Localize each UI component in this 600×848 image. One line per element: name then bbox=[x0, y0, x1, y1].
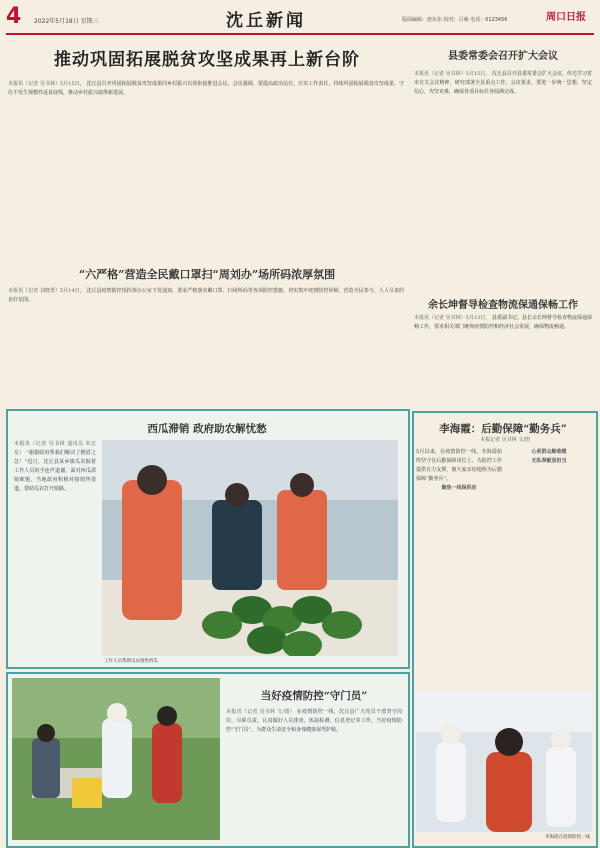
page-number: 4 bbox=[6, 4, 22, 29]
profile-subhead-2: 心系群众解难题 bbox=[531, 449, 567, 455]
profile-subhead-1: 聚焦一线保供应 bbox=[441, 485, 477, 491]
gatekeeper-scene-graphic bbox=[12, 678, 220, 840]
side-article-body bbox=[414, 70, 592, 290]
section-title: 沈丘新闻 bbox=[226, 11, 306, 31]
side-headline: 县委常委会召开扩大会议 bbox=[448, 51, 558, 62]
mid-headline: “六严格”营造全民戴口罩扫“周刘办”场所码浓厚氛围 bbox=[78, 268, 336, 281]
profile-headline: 李海霞：后勤保障“勤务兵” bbox=[439, 423, 567, 435]
mid-right-headline: 余长坤督导检查物流保通保畅工作 bbox=[428, 300, 578, 311]
mid-right-article-body bbox=[414, 314, 592, 402]
profile-photo-caption: 李海霞在疫情防控一线 bbox=[545, 835, 590, 840]
watermelon-photo-caption: 工作人员帮助瓜农销售西瓜 bbox=[104, 659, 158, 664]
editor-meta: 版面编辑：唐东东 校对：吕萌 电话：0123456 bbox=[402, 17, 508, 23]
gatekeeper-article-body bbox=[226, 708, 402, 840]
gatekeeper-photo bbox=[12, 678, 220, 840]
gatekeeper-body-text: 在疫情防控一线，沈丘县广大党员干部坚守岗位、尽职尽责，认真做好人员排查、体温检测、信息登记等工作，当好疫情防控“守门员”，为群众生命安全和身体健康保驾护航。 bbox=[226, 709, 402, 733]
profile-scene-graphic bbox=[416, 692, 592, 832]
profile-body-right bbox=[506, 448, 592, 686]
main-article-body bbox=[8, 80, 404, 260]
side-byline: 本报讯（记者 吴书林）5月15日， bbox=[414, 71, 491, 77]
mid-right-byline: 本报讯（记者 吴书林）5月13日， bbox=[414, 315, 491, 321]
issue-date: 2022年5月18日 星期三 bbox=[34, 18, 99, 25]
gatekeeper-headline: 当好疫情防控“守门员” bbox=[260, 690, 368, 702]
profile-body-left bbox=[416, 448, 502, 686]
watermelon-headline: 西瓜滞销 政府助农解忧愁 bbox=[147, 423, 267, 435]
side-body-text: 沈丘县召开县委常委会扩大会议，传达学习省市有关会议精神，研究部署全县重点工作。会议要求，要进一步统一思想，坚定信心，攻坚克难，确保各项目标任务圆满完成。 bbox=[414, 71, 592, 95]
mid-byline: 本报讯（记者 刘晓勇）5月14日， bbox=[8, 288, 85, 294]
header-rule bbox=[6, 33, 594, 35]
mid-body-text: 沈丘县疫情防控指挥部办公室下发通知，要求严格落实戴口罩、扫场所码等各项防控措施，切实筑牢疫情防控屏障，营造全民参与、人人尽责的良好氛围。 bbox=[8, 288, 404, 303]
profile-subhead-3: 无私奉献显担当 bbox=[531, 458, 567, 464]
mid-article-body bbox=[8, 287, 404, 399]
watermelon-body-text: “谢谢政府帮我们解决了燃眉之急！”近日，沈丘县某乡镇瓜农握着工作人员的手连声道谢。面对西瓜滞销难题，当地政府积极对接销售渠道，帮助瓜农打开销路。 bbox=[14, 450, 96, 492]
profile-photo bbox=[416, 692, 592, 832]
main-byline: 本报讯（记者 吴书林）5月15日， bbox=[8, 81, 85, 87]
main-headline: 推动巩固拓展脱贫攻坚成果再上新台阶 bbox=[54, 50, 360, 70]
watermelon-byline: 本报讯（记者 吴书林 通讯员 朱宏星） bbox=[14, 441, 96, 456]
profile-byline: 本报记者 吴书林 文/图 bbox=[480, 437, 530, 443]
watermelon-article-body bbox=[14, 440, 96, 658]
newspaper-logo: 周口日报 bbox=[546, 12, 586, 23]
profile-body-text: 5月以来，在疫情防控一线，李海霞始终坚守在后勤保障岗位上，为防控工作提供有力支撑，被大家亲切地称为后勤保障“勤务兵”。 bbox=[416, 449, 502, 482]
gatekeeper-byline: 本报讯（记者 吴书林 文/图） bbox=[226, 709, 295, 715]
main-body-text: 沈丘县召开巩固拓展脱贫攻坚成果同乡村振兴有效衔接推进会议。会议强调，要提高政治站位，压实工作责任，持续巩固拓展脱贫攻坚成果，守住不发生规模性返贫底线，推动乡村振兴取得新进展。 bbox=[8, 81, 404, 96]
mid-right-body-text: 县委副书记、县长余长坤督导检查物流保通保畅工作，要求相关部门统筹疫情防控和经济社会发展，确保物流畅通。 bbox=[414, 315, 592, 330]
watermelon-scene-graphic bbox=[102, 440, 398, 656]
watermelon-photo bbox=[102, 440, 398, 656]
